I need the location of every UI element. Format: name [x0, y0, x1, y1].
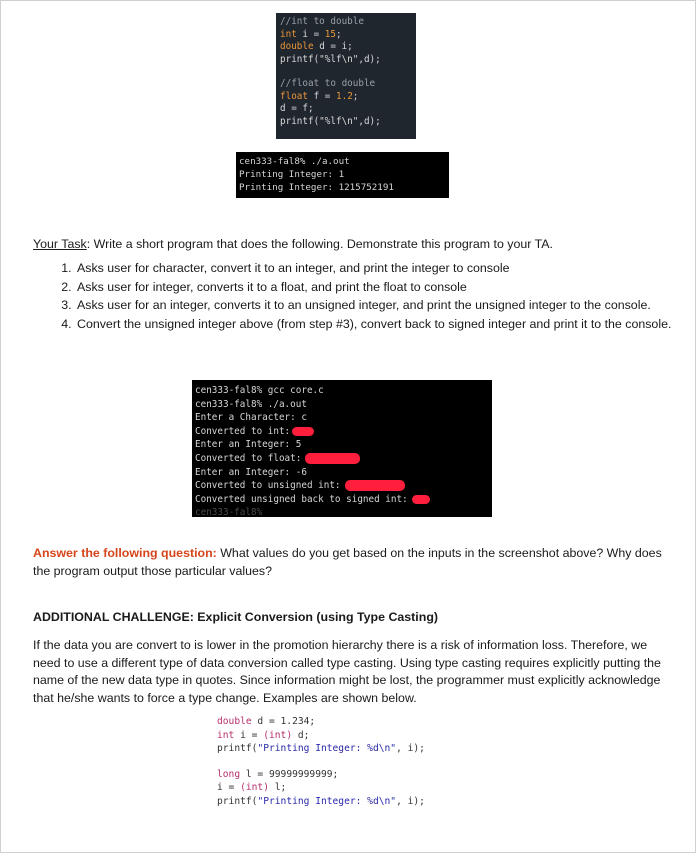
question-label: Answer the following question:	[33, 546, 217, 560]
code-text: i =	[296, 28, 325, 40]
terminal-line: cen333-fal8% ./a.out	[239, 156, 350, 167]
code-text: , i);	[396, 795, 425, 807]
question-text: What values do you get based on the inputs in the screenshot above? Why does the program output those particular values?	[33, 546, 662, 578]
code-line: printf("%lf\n",d);	[280, 115, 381, 127]
task-step: 3. Asks user for an integer, converts it to an unsigned integer, and print the unsigned integer to the console.	[75, 297, 675, 315]
code-line	[217, 715, 517, 729]
code-string: "Printing Integer: %d\n"	[257, 743, 397, 754]
code-keyword: int	[280, 28, 297, 40]
code-text: l = 99999999999;	[240, 768, 339, 780]
redaction-mark	[412, 495, 430, 504]
code-keyword: int	[217, 729, 235, 741]
code-text: printf(	[217, 743, 258, 754]
task-step: 1. Asks user for character, convert it to an integer, and print the integer to console	[75, 260, 675, 278]
terminal-line	[195, 452, 489, 466]
redaction-mark	[305, 453, 360, 464]
code-snippet-casting	[217, 715, 517, 808]
terminal-text: Converted to int:	[195, 425, 291, 437]
task-steps	[53, 260, 675, 334]
code-text: printf(	[217, 795, 258, 807]
terminal-line: cen333-fal8% gcc core.c	[195, 385, 324, 396]
task-step: 2. Asks user for integer, converts it to a float, and print the float to console	[75, 279, 675, 297]
code-snippet-conversion	[276, 13, 416, 139]
terminal-line: cen333-fal8% ./a.out	[195, 398, 307, 410]
code-line	[217, 781, 517, 795]
code-line	[217, 768, 517, 782]
terminal-text: Converted to float:	[195, 452, 302, 464]
terminal-line: Printing Integer: 1	[239, 169, 345, 180]
challenge-heading: ADDITIONAL CHALLENGE: Explicit Conversion (using Type Casting)	[33, 610, 439, 624]
code-keyword: long	[217, 768, 241, 780]
code-cast: (int)	[240, 782, 269, 793]
code-text: i =	[234, 729, 264, 741]
question-block	[33, 545, 663, 580]
terminal-output-small	[236, 152, 449, 198]
code-line	[217, 729, 517, 743]
code-text: d = 1.234;	[251, 716, 316, 727]
terminal-line	[195, 493, 489, 507]
terminal-text: Converted to unsigned int:	[195, 480, 341, 492]
code-line: d = f;	[280, 103, 314, 114]
code-keyword: double	[280, 41, 314, 52]
challenge-paragraph: If the data you are convert to is lower in the promotion hierarchy there is a risk of information loss. Therefore, we need to use a different type of data conversion called type casting. Using type casting requires explicitly putting the name of the new data type in quotes. Since information might be lost, the programmer must explicitly acknowledge that he/she wants to force a type change. Examples are shown below.	[33, 638, 661, 705]
code-line	[217, 742, 517, 756]
code-line: printf("%lf\n",d);	[280, 53, 381, 65]
redaction-mark	[345, 480, 405, 491]
code-text: d = i;	[313, 41, 353, 52]
code-comment: //int to double	[280, 16, 364, 27]
task-step: 4. Convert the unsigned integer above (from step #3), convert back to signed integer and print it to the console.	[75, 316, 675, 334]
code-keyword: float	[280, 90, 308, 102]
terminal-line: Enter a Character: c	[195, 412, 307, 424]
code-string: "Printing Integer: %d\n"	[257, 795, 397, 807]
code-line	[280, 41, 412, 54]
task-title: Your Task	[33, 237, 87, 251]
terminal-line: Printing Integer: 1215752191	[239, 182, 394, 193]
code-line	[280, 91, 412, 104]
code-cast: (int)	[263, 729, 293, 741]
terminal-line: cen333-fal8%	[195, 507, 263, 519]
task-text: : Write a short program that does the following. Demonstrate this program to your TA.	[86, 237, 553, 251]
code-line	[217, 795, 517, 809]
terminal-text: Converted unsigned back to signed int:	[195, 493, 408, 505]
code-keyword: double	[217, 716, 252, 727]
code-text: ;	[336, 28, 342, 40]
terminal-line: Enter an Integer: -6	[195, 466, 307, 478]
terminal-line	[195, 479, 489, 493]
code-number: 15	[324, 28, 336, 40]
terminal-line: Enter an Integer: 5	[195, 439, 302, 451]
terminal-line	[195, 425, 489, 439]
task-intro	[33, 236, 663, 254]
code-text: ;	[352, 90, 359, 102]
terminal-output-big	[192, 380, 492, 517]
redaction-mark	[292, 427, 314, 436]
code-number: 1.2	[336, 90, 353, 102]
code-line	[280, 29, 412, 42]
code-text: , i);	[396, 743, 425, 754]
code-comment: //float to double	[280, 78, 376, 89]
code-text: d;	[292, 729, 310, 741]
code-text: i =	[217, 782, 241, 793]
code-text: l;	[269, 782, 287, 793]
code-text: f =	[308, 90, 336, 102]
